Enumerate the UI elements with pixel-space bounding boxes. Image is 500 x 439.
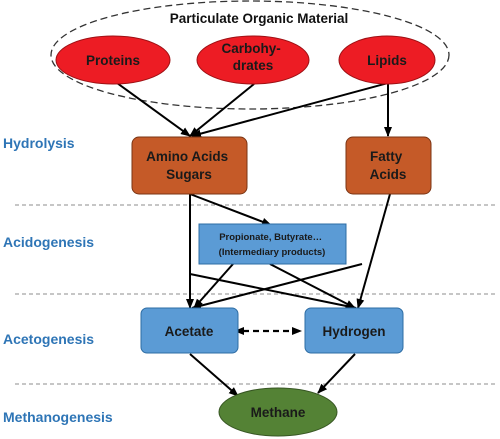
diagram-title: Particulate Organic Material [169, 11, 349, 26]
node-carbohydrates-label: Carbohy- drates [221, 41, 281, 73]
node-proteins-label: Proteins [85, 53, 141, 68]
arrow-fatty-hydrogen [358, 194, 390, 308]
arrow-intermediate-hydrogen [270, 264, 355, 308]
node-fatty-acids-label: Fatty Acids [369, 149, 407, 182]
node-methane-label: Methane [250, 405, 306, 420]
arrow-fatty-acetate [192, 264, 362, 308]
node-intermediary-products [199, 224, 346, 264]
arrow-intermediate-acetate [194, 264, 233, 308]
arrow-acetate-methane [190, 354, 238, 396]
node-acetate-label: Acetate [164, 324, 214, 339]
node-amino-acids-sugars-label: Amino Acids Sugars [146, 149, 229, 182]
arrow-amino-intermediate [190, 194, 271, 225]
node-lipids-label: Lipids [367, 53, 407, 68]
stage-label-acetogenesis: Acetogenesis [3, 331, 95, 347]
node-amino-acids-sugars [132, 137, 247, 194]
node-hydrogen-label: Hydrogen [322, 324, 386, 339]
stage-label-hydrolysis: Hydrolysis [3, 135, 75, 151]
node-fatty-acids [346, 137, 431, 194]
arrow-hydrogen-methane [318, 354, 355, 393]
stage-label-acidogenesis: Acidogenesis [3, 234, 95, 250]
arrow-proteins-amino [117, 83, 190, 136]
node-intermediary-products-label: Propionate, Butyrate… (Intermediary products) [218, 232, 326, 258]
stage-label-methanogenesis: Methanogenesis [3, 409, 113, 425]
